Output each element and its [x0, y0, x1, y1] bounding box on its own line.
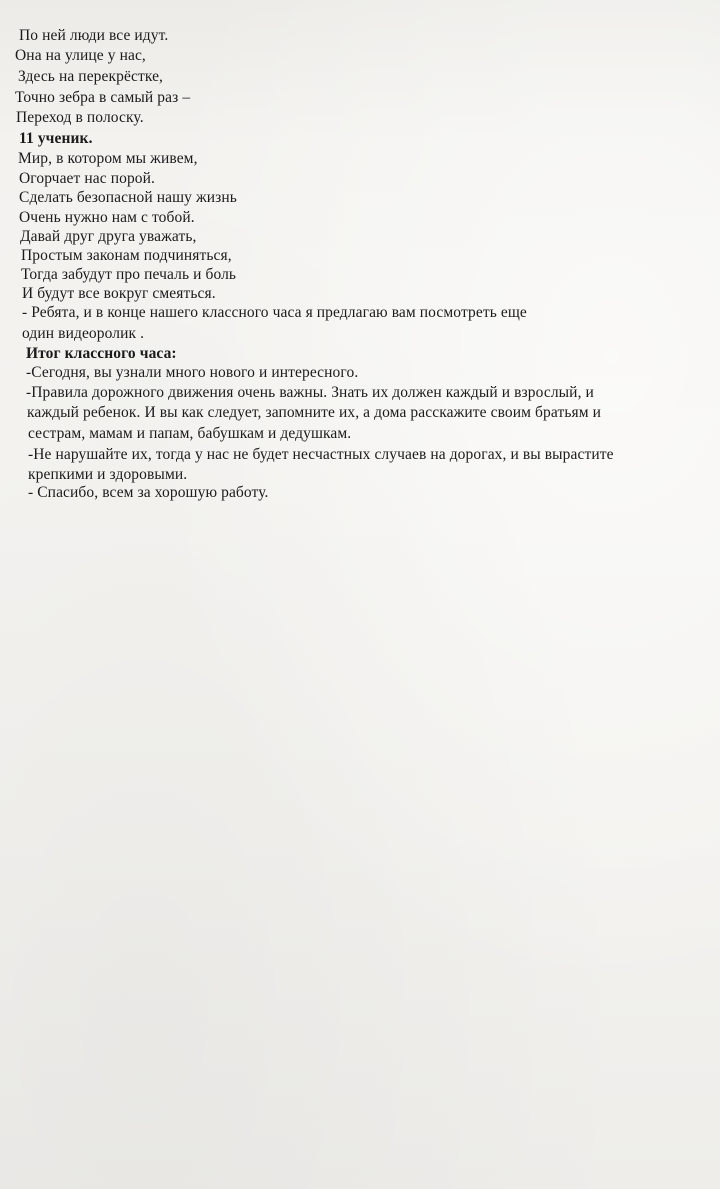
poem-line: Очень нужно нам с тобой.: [19, 209, 195, 226]
paragraph-line: -Не нарушайте их, тогда у нас не будет несчастных случаев на дорогах, и вы вырастите: [28, 446, 614, 463]
poem-line: Огорчает нас порой.: [19, 170, 156, 187]
poem-line: Здесь на перекрёстке,: [18, 68, 164, 85]
poem-line: Переход в полоску.: [16, 109, 144, 126]
paragraph-line: один видеоролик .: [22, 325, 145, 342]
poem-line: Давай друг друга уважать,: [20, 228, 197, 245]
poem-line: Сделать безопасной нашу жизнь: [19, 189, 237, 206]
poem-line: И будут все вокруг смеяться.: [22, 285, 216, 302]
paragraph-line: -Сегодня, вы узнали много нового и интересного.: [26, 364, 359, 381]
student-heading: 11 ученик.: [19, 130, 93, 147]
poem-line: Точно зебра в самый раз –: [15, 89, 191, 106]
paragraph-line: -Правила дорожного движения очень важны. Знать их должен каждый и взрослый, и: [26, 384, 594, 401]
poem-line: Простым законам подчиняться,: [21, 247, 232, 264]
paragraph-line: - Спасибо, всем за хорошую работу.: [28, 484, 269, 501]
paragraph-line: крепкими и здоровыми.: [28, 466, 188, 483]
paragraph-line: каждый ребенок. И вы как следует, запомните их, а дома расскажите своим братьям и: [27, 404, 601, 421]
poem-line: По ней люди все идут.: [19, 27, 169, 44]
poem-line: Она на улице у нас,: [15, 47, 146, 64]
poem-line: Мир, в котором мы живем,: [18, 150, 198, 167]
summary-heading: Итог классного часа:: [26, 345, 177, 362]
paragraph-line: - Ребята, и в конце нашего классного часа я предлагаю вам посмотреть еще: [22, 304, 527, 321]
paragraph-line: сестрам, мамам и папам, бабушкам и дедушкам.: [28, 425, 352, 442]
poem-line: Тогда забудут про печаль и боль: [21, 266, 237, 283]
